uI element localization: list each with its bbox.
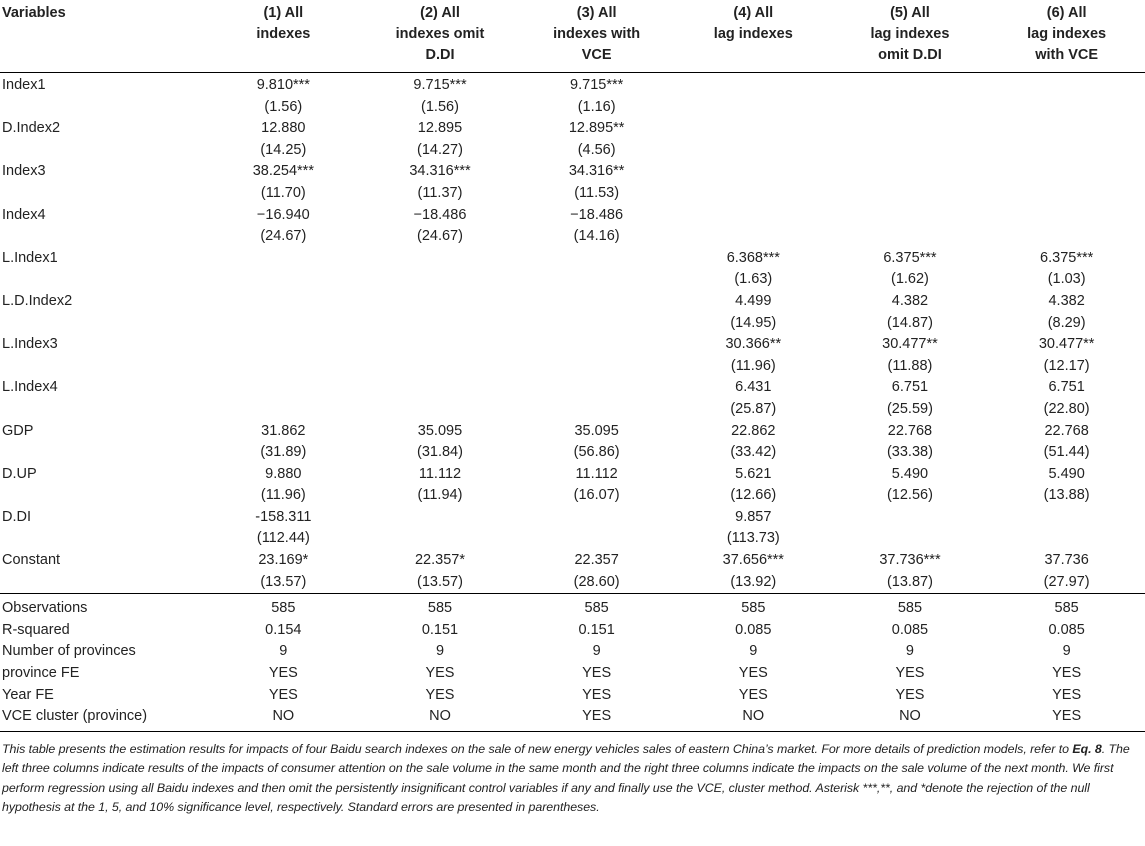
cell-value: (11.96) <box>260 487 306 504</box>
header-col-1-line: indexes <box>256 26 311 42</box>
cell-value: 12.895 <box>417 120 463 137</box>
row-label <box>0 356 205 378</box>
row-label <box>0 269 205 291</box>
table-row <box>0 399 1145 421</box>
row-label <box>0 485 205 507</box>
row-label <box>0 226 205 248</box>
header-col-4 <box>675 0 832 73</box>
table-footnote <box>0 732 1145 818</box>
cell-value: (11.96) <box>730 357 776 374</box>
cell-value: (12.56) <box>886 487 933 504</box>
cell-value: (33.42) <box>730 444 777 461</box>
cell-value: YES <box>268 665 298 682</box>
cell-value <box>362 313 519 335</box>
cell-value: 0.151 <box>578 621 615 638</box>
cell-value: 38.254*** <box>252 163 314 180</box>
table-row <box>0 442 1145 464</box>
table-row <box>0 356 1145 378</box>
table-row <box>0 334 1145 356</box>
cell-value: NO <box>205 706 362 731</box>
cell-value: (1.63) <box>734 271 773 288</box>
header-col-6-line: lag indexes <box>1027 26 1107 42</box>
cell-value: 12.880 <box>261 120 306 137</box>
cell-value: 0.085 <box>891 621 929 638</box>
cell-value <box>518 399 675 421</box>
cell-value <box>832 183 989 205</box>
cell-value: YES <box>582 686 612 703</box>
header-col-1-line: (1) All <box>263 5 304 21</box>
table-row <box>0 464 1145 486</box>
cell-value: YES <box>738 665 768 682</box>
cell-value: (13.57) <box>417 573 463 590</box>
cell-value <box>362 528 519 550</box>
table-row <box>0 377 1145 399</box>
cell-value: (25.59) <box>886 400 933 417</box>
row-label: L.D.Index2 <box>2 292 73 309</box>
header-col-5-line: omit D.DI <box>878 47 942 63</box>
cell-value: 5.490 <box>891 465 929 482</box>
cell-value <box>832 140 989 162</box>
cell-value: 9 <box>749 643 758 660</box>
cell-value: (31.84) <box>417 444 463 461</box>
cell-value <box>675 226 832 248</box>
cell-value <box>205 356 362 378</box>
header-col-6 <box>988 0 1145 73</box>
cell-value <box>988 73 1145 97</box>
cell-value: YES <box>1052 686 1082 703</box>
cell-value: (11.94) <box>417 487 463 504</box>
table-row <box>0 161 1145 183</box>
cell-value <box>518 313 675 335</box>
row-label: D.DI <box>2 508 31 525</box>
cell-value: 22.357 <box>574 552 619 569</box>
cell-value: YES <box>738 686 768 703</box>
cell-value: (8.29) <box>1047 314 1086 331</box>
cell-value <box>832 507 989 529</box>
cell-value: 35.095 <box>417 422 463 439</box>
row-label: Year FE <box>2 686 54 703</box>
cell-value <box>832 73 989 97</box>
cell-value <box>988 118 1145 140</box>
header-variables: Variables <box>0 0 205 73</box>
cell-value: 6.751 <box>891 379 929 396</box>
cell-value: 9.880 <box>265 465 302 482</box>
footnote-text-2: . The left three columns indicate results of the impacts of consumer attention on the sale volume in the same month and the right three columns indicate the impacts on the sale volume of the next month. We first perform regression using all Baidu indexes and then omit the persistently insignificant control variables if any and finally use the VCE, cluster method. Asterisk ***,**, and *denote the rejection of the null hypothesis at the 1, 5, and 10% significance level, respectively. Standard errors are presented in parentheses. <box>2 741 1130 815</box>
cell-value: 9 <box>905 643 914 660</box>
cell-value: (14.25) <box>260 141 307 158</box>
cell-value: YES <box>895 665 925 682</box>
row-label: VCE cluster (province) <box>0 706 205 731</box>
header-col-6-line: (6) All <box>1046 5 1087 21</box>
cell-value: 9 <box>435 643 445 660</box>
row-label: L.Index1 <box>2 249 58 266</box>
table-row <box>0 485 1145 507</box>
cell-value: 585 <box>518 594 675 620</box>
cell-value <box>205 377 362 399</box>
cell-value <box>832 226 989 248</box>
cell-value <box>362 507 519 529</box>
cell-value: YES <box>425 665 455 682</box>
table-row <box>0 572 1145 594</box>
cell-value: 30.477** <box>1038 336 1095 353</box>
header-col-5-line: (5) All <box>890 5 930 21</box>
table-header <box>0 0 1145 73</box>
cell-value <box>518 528 675 550</box>
cell-value: 4.382 <box>1048 292 1085 309</box>
cell-value: NO <box>362 706 519 731</box>
cell-value: 37.656*** <box>722 552 784 569</box>
table-row <box>0 528 1145 550</box>
row-label: D.Index2 <box>2 120 61 137</box>
table-row <box>0 269 1145 291</box>
row-label <box>0 97 205 119</box>
cell-value: (28.60) <box>573 573 620 590</box>
cell-value: 585 <box>832 594 989 620</box>
cell-value: YES <box>425 686 455 703</box>
cell-value <box>518 507 675 529</box>
table-row <box>0 118 1145 140</box>
cell-value: (51.44) <box>1043 444 1090 461</box>
cell-value <box>205 399 362 421</box>
cell-value <box>518 377 675 399</box>
header-col-4-line: lag indexes <box>713 26 793 42</box>
cell-value: 6.375*** <box>883 249 937 266</box>
cell-value <box>832 205 989 227</box>
cell-value: (12.66) <box>730 487 777 504</box>
row-label: Index4 <box>2 206 46 223</box>
cell-value: 30.477** <box>882 336 938 353</box>
cell-value: 0.154 <box>265 621 302 638</box>
header-col-5-line: lag indexes <box>870 26 950 42</box>
cell-value: 9.810*** <box>256 77 310 93</box>
row-label <box>0 399 205 421</box>
cell-value: −18.486 <box>570 206 624 223</box>
cell-value: YES <box>988 706 1145 731</box>
cell-value <box>988 140 1145 162</box>
cell-value <box>988 205 1145 227</box>
row-label: Constant <box>2 552 61 569</box>
cell-value: (1.62) <box>891 271 929 288</box>
cell-value: 4.499 <box>735 292 772 309</box>
cell-value: 585 <box>988 594 1145 620</box>
cell-value: (4.56) <box>577 141 616 158</box>
cell-value: 6.368*** <box>726 249 780 266</box>
table-body <box>0 73 1145 732</box>
cell-value: 9.715*** <box>570 77 624 93</box>
cell-value: 12.895** <box>568 120 625 137</box>
cell-value: (13.87) <box>886 573 933 590</box>
cell-value <box>988 161 1145 183</box>
cell-value: (22.80) <box>1043 400 1090 417</box>
cell-value: (11.88) <box>887 357 933 374</box>
cell-value: (14.16) <box>573 228 620 245</box>
table-row <box>0 507 1145 529</box>
cell-value: 585 <box>362 594 519 620</box>
cell-value: 4.382 <box>891 292 929 309</box>
cell-value: 9 <box>1062 643 1071 660</box>
cell-value: 0.085 <box>1048 621 1085 638</box>
cell-value <box>518 356 675 378</box>
stat-row <box>0 706 1145 731</box>
cell-value: (11.70) <box>260 184 306 201</box>
row-label: L.Index3 <box>2 336 58 353</box>
cell-value: 9.715*** <box>413 77 467 93</box>
cell-value <box>832 97 989 119</box>
stat-row <box>0 620 1145 642</box>
cell-value: (11.53) <box>574 184 620 201</box>
cell-value <box>362 269 519 291</box>
row-label: province FE <box>2 665 80 682</box>
table-row <box>0 97 1145 119</box>
cell-value: YES <box>518 706 675 731</box>
row-label: Observations <box>0 594 205 620</box>
row-label: L.Index4 <box>2 379 58 396</box>
row-label: Number of provinces <box>2 643 136 660</box>
cell-value <box>518 248 675 270</box>
cell-value: (56.86) <box>573 444 620 461</box>
header-col-4-line: (4) All <box>733 5 774 21</box>
cell-value <box>988 528 1145 550</box>
row-label <box>0 313 205 335</box>
row-label <box>0 140 205 162</box>
cell-value: 34.316** <box>568 163 625 180</box>
table-row <box>0 421 1145 443</box>
cell-value <box>205 248 362 270</box>
table-row <box>0 291 1145 313</box>
cell-value <box>205 313 362 335</box>
table-row <box>0 140 1145 162</box>
stat-row <box>0 641 1145 663</box>
cell-value: 6.431 <box>735 379 772 396</box>
cell-value: −18.486 <box>413 206 467 223</box>
cell-value: 31.862 <box>261 422 306 439</box>
cell-value: (13.92) <box>730 573 777 590</box>
cell-value: (14.87) <box>886 314 933 331</box>
cell-value <box>832 528 989 550</box>
header-col-2 <box>362 0 519 73</box>
cell-value <box>362 356 519 378</box>
row-label: Index3 <box>2 163 46 180</box>
row-label <box>0 442 205 464</box>
cell-value: YES <box>268 686 298 703</box>
row-label <box>0 183 205 205</box>
header-row <box>0 0 1145 73</box>
header-col-3-line: (3) All <box>576 5 617 21</box>
cell-value: (13.88) <box>1043 487 1090 504</box>
cell-value: (112.44) <box>256 530 310 547</box>
cell-value: (27.97) <box>1043 573 1090 590</box>
header-col-1 <box>205 0 362 73</box>
cell-value: 585 <box>205 594 362 620</box>
header-col-3-line: VCE <box>581 47 612 63</box>
cell-value: (12.17) <box>1043 357 1090 374</box>
cell-value <box>362 377 519 399</box>
cell-value: 37.736*** <box>879 552 941 569</box>
cell-value: 0.085 <box>735 621 772 638</box>
cell-value <box>832 118 989 140</box>
table-row <box>0 205 1145 227</box>
table-row <box>0 248 1145 270</box>
cell-value <box>675 161 832 183</box>
header-col-2-line: (2) All <box>420 5 460 21</box>
cell-value: 35.095 <box>574 422 619 439</box>
stat-row <box>0 685 1145 707</box>
table-row <box>0 550 1145 572</box>
cell-value <box>675 205 832 227</box>
cell-value: 11.112 <box>575 465 618 482</box>
table-row <box>0 313 1145 335</box>
row-label <box>0 572 205 594</box>
row-label <box>0 528 205 550</box>
cell-value: YES <box>895 686 925 703</box>
cell-value: (113.73) <box>726 530 780 547</box>
cell-value: (1.16) <box>577 98 616 115</box>
cell-value: -158.311 <box>255 508 312 525</box>
cell-value: 23.169* <box>258 552 309 569</box>
table-row <box>0 226 1145 248</box>
cell-value <box>362 291 519 313</box>
header-col-2-line: indexes omit <box>395 26 485 42</box>
cell-value <box>518 269 675 291</box>
header-col-3 <box>518 0 675 73</box>
cell-value: 585 <box>675 594 832 620</box>
cell-value: −16.940 <box>256 206 310 223</box>
stat-row <box>0 663 1145 685</box>
cell-value: (31.89) <box>260 444 307 461</box>
header-col-5 <box>832 0 989 73</box>
cell-value: 9.857 <box>735 508 772 525</box>
cell-value <box>832 161 989 183</box>
row-label: R-squared <box>2 621 70 638</box>
cell-value: 0.151 <box>421 621 459 638</box>
cell-value: YES <box>582 665 612 682</box>
cell-value <box>362 334 519 356</box>
row-label: D.UP <box>2 465 37 482</box>
equation-reference: Eq. 8 <box>1072 741 1102 756</box>
cell-value: (24.67) <box>417 228 463 245</box>
cell-value <box>518 291 675 313</box>
cell-value <box>988 183 1145 205</box>
cell-value: 22.862 <box>731 422 776 439</box>
row-label: GDP <box>2 422 34 439</box>
cell-value: (1.03) <box>1047 271 1086 288</box>
cell-value: 9 <box>279 643 288 660</box>
cell-value: (14.95) <box>730 314 777 331</box>
cell-value: NO <box>832 706 989 731</box>
stat-row <box>0 594 1145 620</box>
cell-value: 37.736 <box>1044 552 1089 569</box>
footnote-text-1: This table presents the estimation results for impacts of four Baidu search indexes on the sale of new energy vehicles sales of eastern China’s market. For more details of prediction models, refer to <box>2 741 1073 756</box>
cell-value: (33.38) <box>886 444 933 461</box>
cell-value <box>675 140 832 162</box>
header-col-6-line: with VCE <box>1035 47 1099 63</box>
cell-value: 22.768 <box>1044 422 1089 439</box>
cell-value: 5.621 <box>735 465 772 482</box>
cell-value <box>205 334 362 356</box>
table-row <box>0 73 1145 97</box>
cell-value: 5.490 <box>1048 465 1085 482</box>
cell-value: (14.27) <box>417 141 463 158</box>
cell-value: (1.56) <box>421 98 459 115</box>
cell-value <box>675 183 832 205</box>
cell-value <box>362 248 519 270</box>
cell-value <box>205 269 362 291</box>
cell-value: 34.316*** <box>409 163 471 180</box>
cell-value: (1.56) <box>264 98 303 115</box>
cell-value: 6.375*** <box>1040 249 1094 266</box>
header-col-3-line: indexes with <box>553 26 641 42</box>
cell-value <box>988 507 1145 529</box>
cell-value: (13.57) <box>260 573 307 590</box>
cell-value <box>988 226 1145 248</box>
cell-value <box>518 334 675 356</box>
cell-value: YES <box>1052 665 1082 682</box>
cell-value <box>362 399 519 421</box>
cell-value: 22.357* <box>414 552 465 569</box>
cell-value <box>675 97 832 119</box>
row-label: Index1 <box>2 77 46 93</box>
cell-value: 30.366** <box>725 336 782 353</box>
cell-value: 6.751 <box>1048 379 1085 396</box>
cell-value: (16.07) <box>573 487 620 504</box>
cell-value: 11.112 <box>418 465 462 482</box>
table-row <box>0 183 1145 205</box>
header-col-2-line: D.DI <box>425 47 455 63</box>
cell-value: (11.37) <box>417 184 463 201</box>
cell-value: NO <box>675 706 832 731</box>
cell-value <box>205 291 362 313</box>
cell-value <box>675 118 832 140</box>
cell-value: (25.87) <box>730 400 777 417</box>
cell-value: (24.67) <box>260 228 307 245</box>
cell-value: 9 <box>592 643 601 660</box>
cell-value <box>988 97 1145 119</box>
cell-value: 22.768 <box>887 422 933 439</box>
cell-value <box>675 73 832 97</box>
